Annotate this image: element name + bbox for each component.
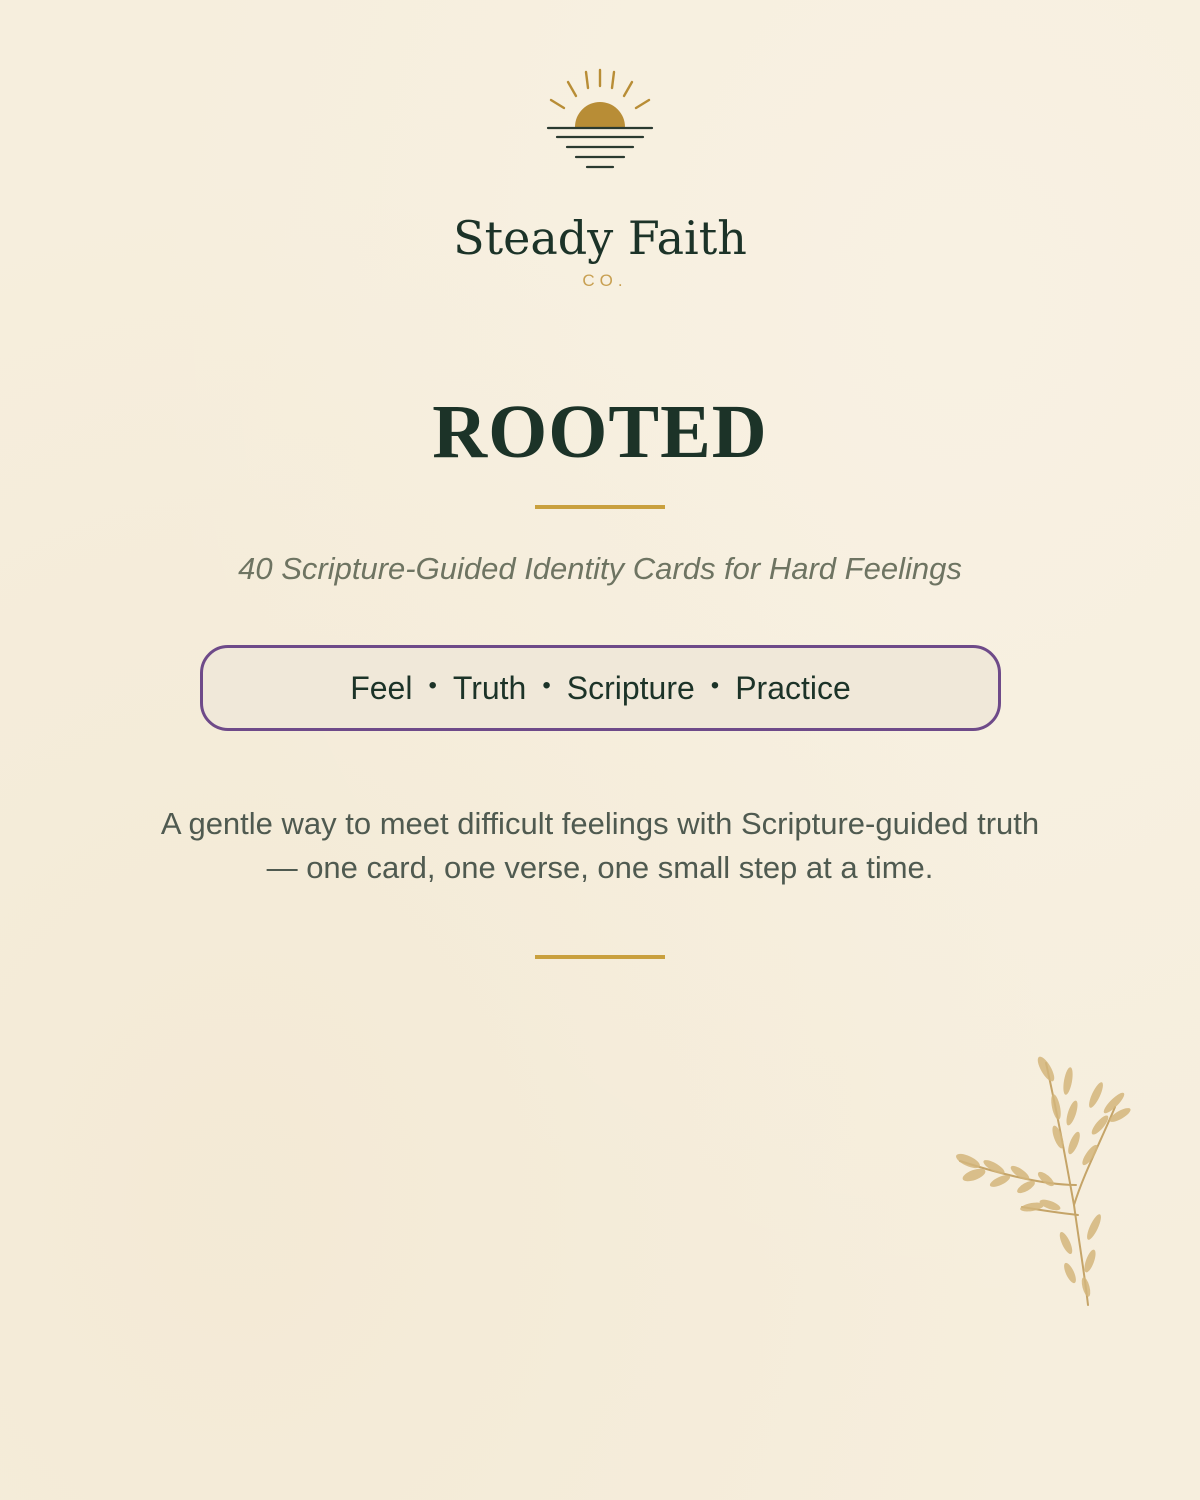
pillar-feel: Feel	[350, 669, 413, 706]
brand-suffix: CO.	[582, 271, 628, 290]
description-line-2: — one card, one verse, one small step at a time.	[266, 850, 934, 885]
description-line-1: A gentle way to meet difficult feelings with Scripture-guided truth	[160, 806, 1040, 841]
brand-name: Steady Faith	[453, 211, 747, 265]
golden-wheat-sprig-icon	[950, 1055, 1150, 1310]
pillar-practice: Practice	[735, 669, 851, 706]
product-description	[100, 802, 1100, 890]
divider-top	[535, 505, 665, 509]
pillar-separator: •	[710, 672, 720, 699]
product-title: ROOTED	[432, 390, 768, 474]
divider-bottom	[535, 955, 665, 959]
pillars-banner	[200, 645, 1001, 731]
sunrise-over-water-icon	[540, 62, 660, 174]
pillar-scripture: Scripture	[566, 669, 695, 706]
pillar-separator: •	[428, 672, 437, 699]
pillar-truth: Truth	[452, 669, 527, 706]
product-subtitle: 40 Scripture-Guided Identity Cards for Hard Feelings	[238, 551, 962, 586]
pillar-separator: •	[542, 672, 551, 699]
